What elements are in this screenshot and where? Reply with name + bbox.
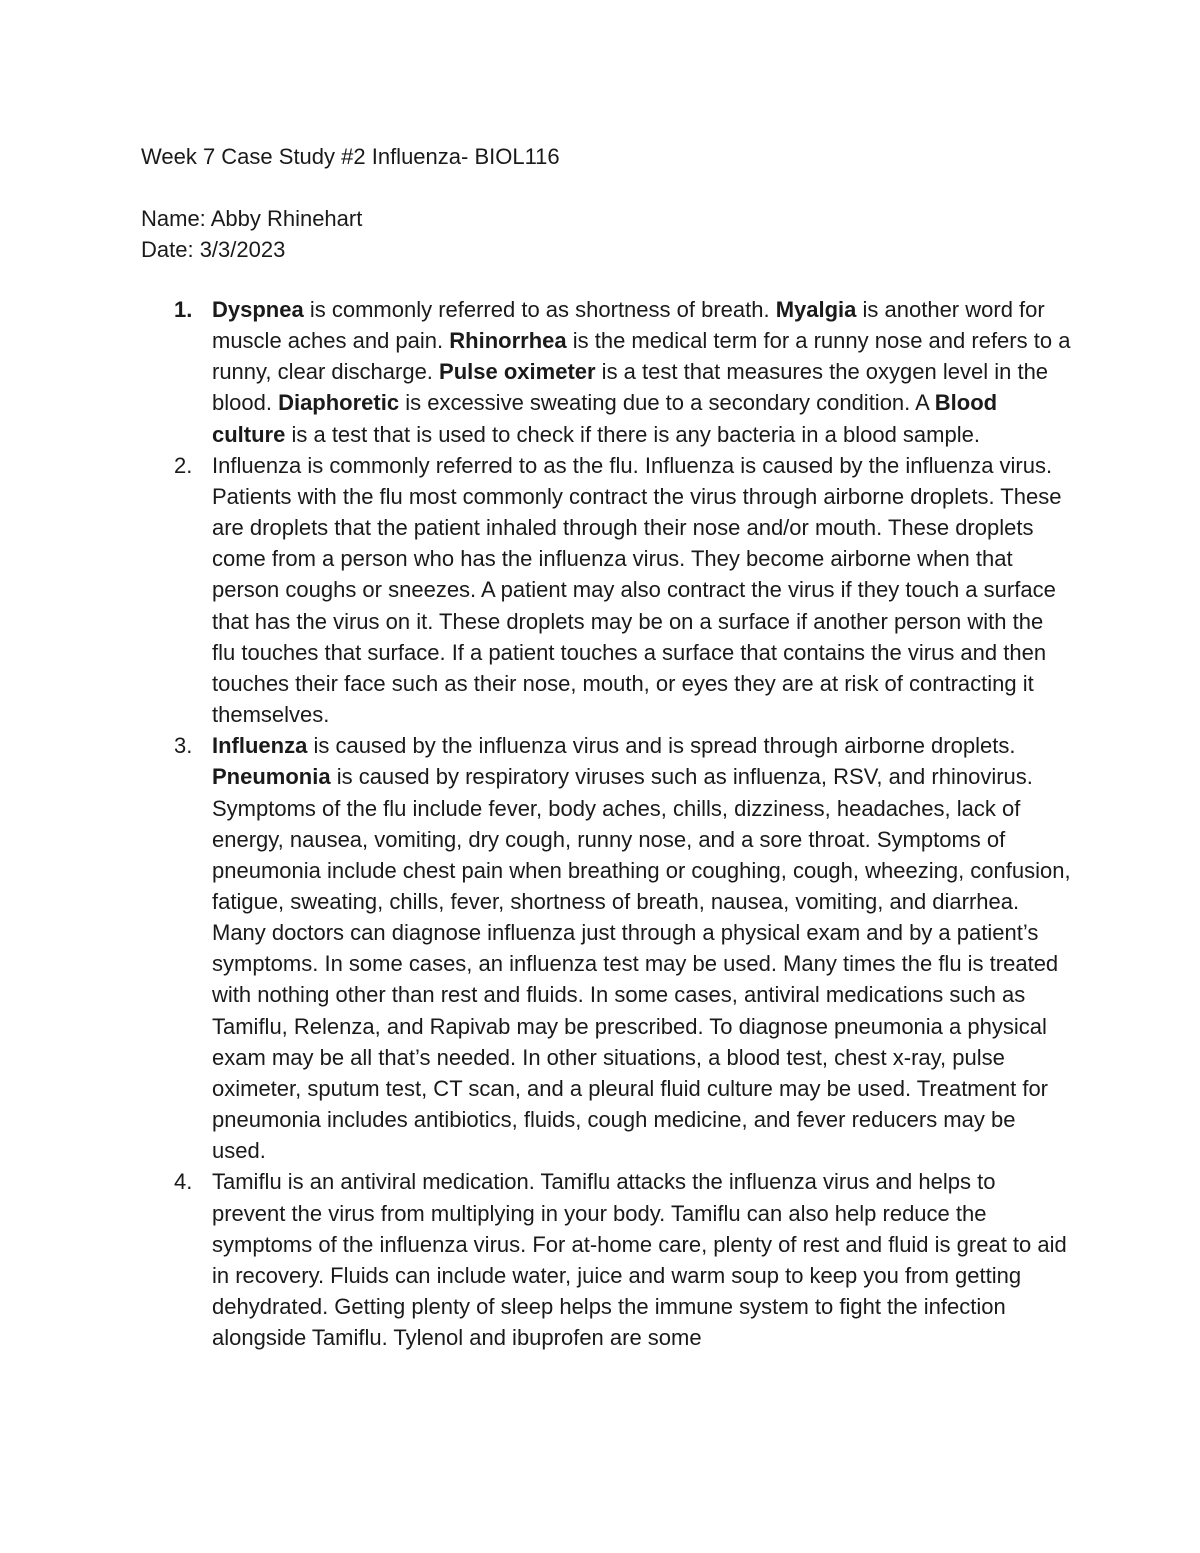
term-rhinorrhea: Rhinorrhea [449,328,567,354]
item-number: 2. [174,452,193,478]
term-pulse-oximeter: Pulse oximeter [439,359,596,385]
term-myalgia: Myalgia [775,297,857,322]
answer-text-4: Tamiflu is an antiviral medication. Tamiflu attacks the influenza virus and helps to prevent the virus from multiplying in your body. Tamiflu can also help reduce the symptoms of the influenza virus. For at-home care, plenty of rest and fluid is great to aid in recovery. Fluids can include water, juice and warm soup to keep you from getting dehydrated. Getting plenty of sleep helps the immune system to fight the infection alongside Tamiflu. Tylenol and ibuprofen are some [212,1169,1067,1351]
answer-text-3 [212,733,1071,1163]
answer-list [141,294,1071,1353]
text-segment: is the medical term for a runny nose and refers to a runny, clear discharge. [212,328,1071,385]
answer-text-2: Influenza is commonly referred to as the flu. Influenza is caused by the influenza virus. Patients with the flu most commonly contract the virus through airborne droplets. These are droplets that the patient inhaled through their nose and/or mouth. These droplets come from a person who has the influenza virus. They become airborne when that person coughs or sneezes. A patient may also contract the virus if they touch a surface that has the virus on it. These droplets may be on a surface if another person with the flu touches that surface. If a patient touches a surface that contains the virus and then touches their face such as their nose, mouth, or eyes they are at risk of contracting it themselves. [212,452,1062,728]
answer-text-1 [212,297,1070,447]
term-diaphoretic: Diaphoretic [278,390,400,416]
text-segment: is caused by the influenza virus and is spread through airborne droplets. [307,733,1016,759]
answer-item-3 [141,730,1071,1166]
text-segment: is excessive sweating due to a secondary condition. A [399,390,935,416]
term-influenza: Influenza [212,733,308,759]
text-segment: is a test that is used to check if there is any bacteria in a blood sample. [285,421,980,447]
text-segment: is commonly referred to as shortness of breath. [303,297,776,322]
answer-item-4 [141,1166,1071,1353]
term-dyspnea: Dyspnea [212,297,304,322]
item-number: 1. [174,297,193,322]
item-number: 3. [174,733,193,759]
term-pneumonia: Pneumonia [212,764,331,790]
text-segment: is another word for muscle aches and pain. [212,297,1045,354]
answer-item-2 [141,450,1071,730]
item-number: 4. [174,1169,193,1195]
term-blood-culture: Blood culture [212,390,998,447]
answer-item-1 [141,294,1071,450]
text-segment: is a test that measures the oxygen level in the blood. [212,359,1049,416]
submission-date: Date: 3/3/2023 [141,237,286,262]
student-name: Name: Abby Rhinehart [141,206,363,231]
document-title: Week 7 Case Study #2 Influenza- BIOL116 [141,144,560,169]
text-segment: is caused by respiratory viruses such as influenza, RSV, and rhinovirus. Symptoms of the flu include fever, body aches, chills, dizziness, headaches, lack of energy, nausea, vomiting, dry cough, runny nose, and a sore throat. Symptoms of pneumonia include chest pain when breathing or coughing, cough, wheezing, confusion, fatigue, sweating, chills, fever, shortness of breath, nausea, vomiting, and diarrhea. Many doctors can diagnose influenza just through a physical exam and by a patient’s symptoms. In some cases, an influenza test may be used. Many times the flu is treated with nothing other than rest and fluids. In some cases, antiviral medications such as Tamiflu, Relenza, and Rapivab may be prescribed. To diagnose pneumonia a physical exam may be all that’s needed. In other situations, a blood test, chest x-ray, pulse oximeter, sputum test, CT scan, and a pleural fluid culture may be used. Treatment for pneumonia includes antibiotics, fluids, cough medicine, and fever reducers may be used. [212,764,1071,1164]
